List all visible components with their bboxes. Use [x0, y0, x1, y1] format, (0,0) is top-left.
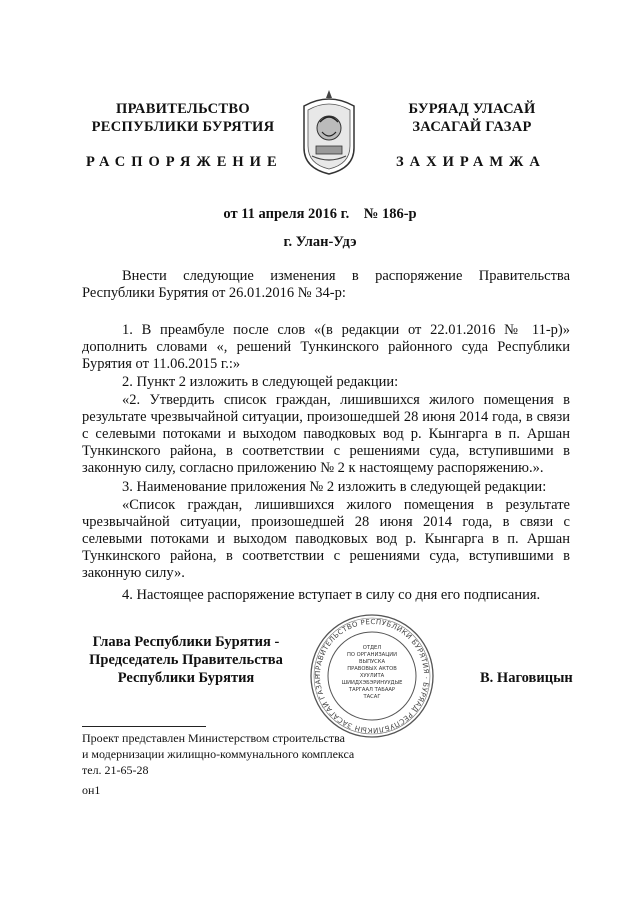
document-date-number: от 11 апреля 2016 г. № 186-р	[223, 206, 417, 222]
paragraph-item-4: 4. Настоящее распоряжение вступает в силу со дня его подписания.	[122, 587, 541, 603]
issuer-buryat-line-1: БУРЯАД УЛАСАЙ	[408, 101, 536, 117]
signatory-name: В. Наговицын	[480, 670, 573, 686]
paragraph-item-2: 2. Пункт 2 изложить в следующей редакции:	[122, 374, 399, 390]
stamp-inner-line-8: ТАСАГ	[363, 694, 381, 700]
document-kind-buryat: ЗАХИРАМЖА	[396, 154, 546, 170]
footer-divider	[82, 726, 206, 727]
paragraph-intro: Внести следующие изменения в распоряжение Правительства Республики Бурятия от 26.01.2016 № 34-р:	[82, 268, 570, 301]
stamp-inner-line-4: ПРАВОВЫХ АКТОВ	[347, 666, 397, 672]
signatory-title-line-3: Республики Бурятия	[117, 670, 255, 686]
footer-phone: тел. 21-65-28	[82, 763, 149, 777]
signatory-title-line-2: Председатель Правительства	[89, 652, 283, 668]
stamp-inner-line-6: ШИИДХЭБЭРИНУУДЫЕ	[341, 680, 403, 686]
signatory-title-line-1: Глава Республики Бурятия -	[92, 634, 280, 650]
republic-buryatia-emblem-icon	[296, 88, 362, 176]
stamp-inner-line-7: ТАРГААЛ ТАБААР	[348, 687, 396, 693]
stamp-inner-line-3: ВЫПУСКА	[358, 659, 386, 665]
paragraph-item-3: 3. Наименование приложения № 2 изложить в следующей редакции:	[122, 479, 547, 495]
footer-line-1: Проект представлен Министерством строительства	[82, 731, 345, 745]
stamp-inner-line-5: ХУУЛИТА	[359, 673, 385, 679]
issuer-name-russian	[78, 100, 288, 136]
paragraph-item-1: 1. В преамбуле после слов «(в редакции от 22.01.2016 № 11-р)» дополнить словами «, решений Тункинского районного суда Республики Бурятия от 11.06.2015 г.:»	[82, 322, 570, 372]
signatory-title	[82, 633, 290, 687]
official-seal-icon	[308, 612, 436, 740]
paragraph-item-3-text: «Список граждан, лишившихся жилого помещения в результате чрезвычайной ситуации, произошедшей 28 июня 2014 года, в связи с селевыми потоками и выходом паводковых вод р. Кынгарга в п. Аршан Тункинского района, в соответствии с решениями суда, вступившими в законную силу».	[82, 497, 570, 581]
footer-line-2: и модернизации жилищно-коммунального комплекса	[82, 747, 355, 761]
issuer-buryat-line-2: ЗАСАГАЙ ГАЗАР	[412, 119, 532, 135]
stamp-inner-line-1: ОТДЕЛ	[362, 645, 382, 651]
stamp-outer-text: ПРАВИТЕЛЬСТВО РЕСПУБЛИКИ БУРЯТИЯ · БУРЯАД РЕСПУБЛИКЫН ЗАСАГАЙ ГАЗАР	[313, 617, 431, 735]
document-city: г. Улан-Удэ	[283, 234, 357, 250]
document-code: он1	[82, 783, 101, 797]
stamp-inner-line-2: ПО ОРГАНИЗАЦИИ	[346, 652, 398, 658]
issuer-line-1: ПРАВИТЕЛЬСТВО	[116, 101, 250, 117]
paragraph-item-2-text: «2. Утвердить список граждан, лишившихся жилого помещения в результате чрезвычайной ситуации, произошедшей 28 июня 2014 года, в связи с селевыми потоками и выходом паводковых вод р. Кынгарга в п. Аршан Тункинского района, в соответствии с решениями суда, вступившими в законную силу, согласно приложению № 2 к настоящему распоряжению.».	[82, 392, 570, 476]
issuer-line-2: РЕСПУБЛИКИ БУРЯТИЯ	[91, 119, 275, 135]
document-kind-russian: РАСПОРЯЖЕНИЕ	[86, 154, 283, 170]
issuer-name-buryat	[372, 100, 572, 136]
footer-note	[82, 730, 354, 778]
